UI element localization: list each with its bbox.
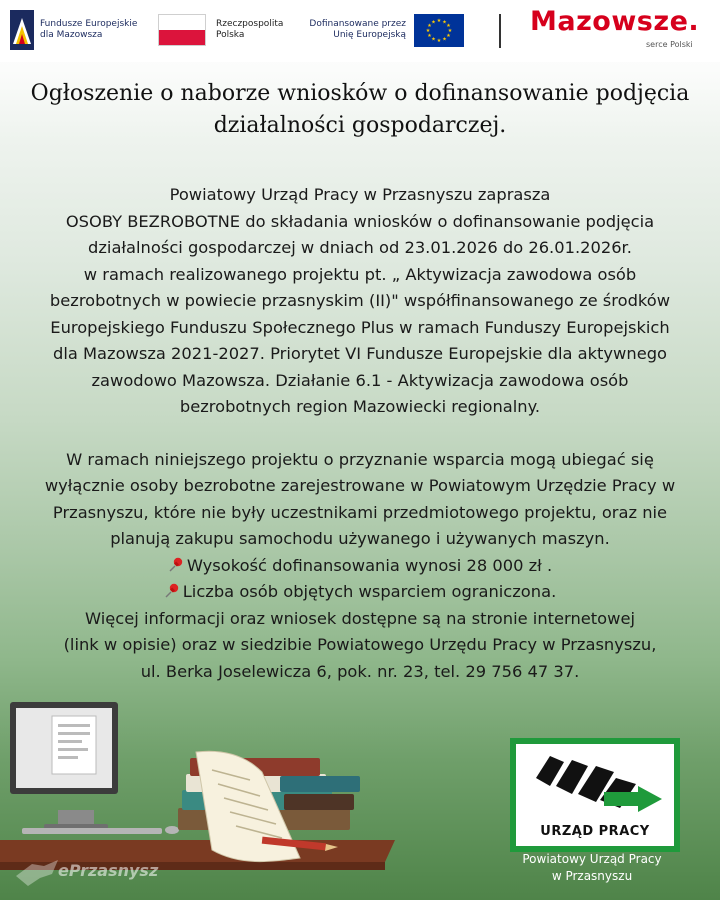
urzad-pracy-logo (510, 738, 680, 852)
body-p1-line: zawodowo Mazowsza. Działanie 6.1 - Aktywizacja zawodowa osób (91, 370, 629, 390)
fundusze-europejskie-text (40, 19, 137, 41)
body-p3-line: ul. Berka Joselewicza 6, pok. nr. 23, tel. 29 756 47 37. (140, 661, 580, 681)
svg-text:★: ★ (442, 19, 447, 26)
svg-text:★: ★ (427, 33, 432, 39)
body-p2-line: wyłącznie osoby bezrobotne zarejestrowane w Powiatowym Urzędzie Pracy w (44, 476, 676, 495)
pushpin-icon (168, 557, 184, 573)
svg-text:★: ★ (447, 28, 453, 34)
polish-flag-icon (158, 14, 206, 46)
fundusze-europejskie-logo-icon (10, 10, 34, 50)
svg-text:★: ★ (436, 18, 442, 24)
pl-line-2: Polska (216, 30, 245, 40)
svg-text:★: ★ (436, 38, 442, 44)
pup-caption-line-1: Powiatowy Urząd Pracy (522, 852, 662, 866)
body-p1-line: bezrobotnych region Mazowiecki regionalny. (179, 397, 541, 416)
body-p1-line: Europejskiego Funduszu Społecznego Plus w ramach Funduszy Europejskich (50, 317, 670, 337)
announcement-title (10, 78, 710, 142)
body-p3-line: (link w opisie) oraz w siedzibie Powiatowego Urzędu Pracy w Przasnyszu, (63, 635, 657, 654)
body-p1-line: OSOBY BEZROBOTNE do składania wniosków o dofinansowanie podjęcia (65, 211, 655, 231)
body-p2-line: Przasnyszu, które nie były uczestnikami przedmiotowego projektu, oraz nie (52, 502, 668, 522)
body-p1-line: w ramach realizowanego projektu pt. „ Aktywizacja zawodowa osób (83, 264, 637, 284)
pup-caption (490, 851, 694, 885)
svg-text:★: ★ (425, 28, 431, 34)
watermark-text: ePrzasnysz (58, 861, 159, 880)
svg-text:★: ★ (427, 23, 432, 29)
bullet-funding-amount (6, 553, 714, 580)
title-line-2: działalności gospodarczej. (213, 113, 507, 138)
pl-line-1: Rzeczpospolita (216, 19, 284, 29)
body-p1-line: bezrobotnych w powiecie przasnyskim (II)" współfinansowanego ze środków (49, 291, 671, 310)
bullet-limited-places (6, 579, 714, 606)
svg-text:★: ★ (431, 36, 436, 43)
eu-flag-icon (414, 14, 464, 47)
svg-text:★: ★ (446, 33, 451, 39)
mouse-icon (165, 826, 179, 834)
svg-text:★: ★ (442, 36, 447, 43)
body-p1-line: Powiatowy Urząd Pracy w Przasnyszu zaprasza (169, 185, 551, 204)
body-p2-line: W ramach niniejszego projektu o przyznanie wsparcia mogą ubiegać się (66, 449, 654, 469)
body-p2-line: planują zakupu samochodu używanego i używanych maszyn. (110, 529, 610, 548)
funding-amount-text: Wysokość dofinansowania wynosi 28 000 zł . (186, 555, 553, 575)
urzad-pracy-label: URZĄD PRACY (540, 824, 650, 839)
body-p1-line: dla Mazowsza 2021-2027. Priorytet VI Fundusze Europejskie dla aktywnego (52, 344, 668, 363)
title-line-1: Ogłoszenie o naborze wniosków o dofinansowanie podjęcia (30, 81, 690, 106)
fe-line-1: Fundusze Europejskie (40, 19, 138, 29)
eu-line-2: Unię Europejską (333, 30, 406, 40)
limited-places-text: Liczba osób objętych wsparciem ograniczona. (182, 582, 557, 601)
svg-text:★: ★ (431, 19, 436, 26)
announcement-body (6, 182, 714, 685)
logo-divider (499, 14, 501, 48)
logo-bar (0, 0, 720, 62)
urzad-pracy-emblem-icon (516, 744, 674, 824)
body-p1-line: działalności gospodarczej w dniach od 23.01.2026 do 26.01.2026r. (88, 238, 632, 257)
keyboard-icon (22, 828, 162, 834)
mazowsze-logo: Mazowsze. (530, 6, 700, 37)
fe-line-2: dla Mazowsza (40, 30, 103, 40)
svg-text:★: ★ (446, 23, 451, 29)
mazowsze-tagline: serce Polski (646, 40, 693, 49)
rzeczpospolita-text (216, 19, 283, 41)
body-p3-line: Więcej informacji oraz wniosek dostępne są na stronie internetowej (85, 608, 635, 628)
pup-caption-line-2: w Przasnyszu (551, 869, 633, 883)
eu-cofinanced-text (306, 19, 406, 41)
eu-line-1: Dofinansowane przez (309, 19, 406, 29)
pushpin-icon (164, 583, 180, 599)
